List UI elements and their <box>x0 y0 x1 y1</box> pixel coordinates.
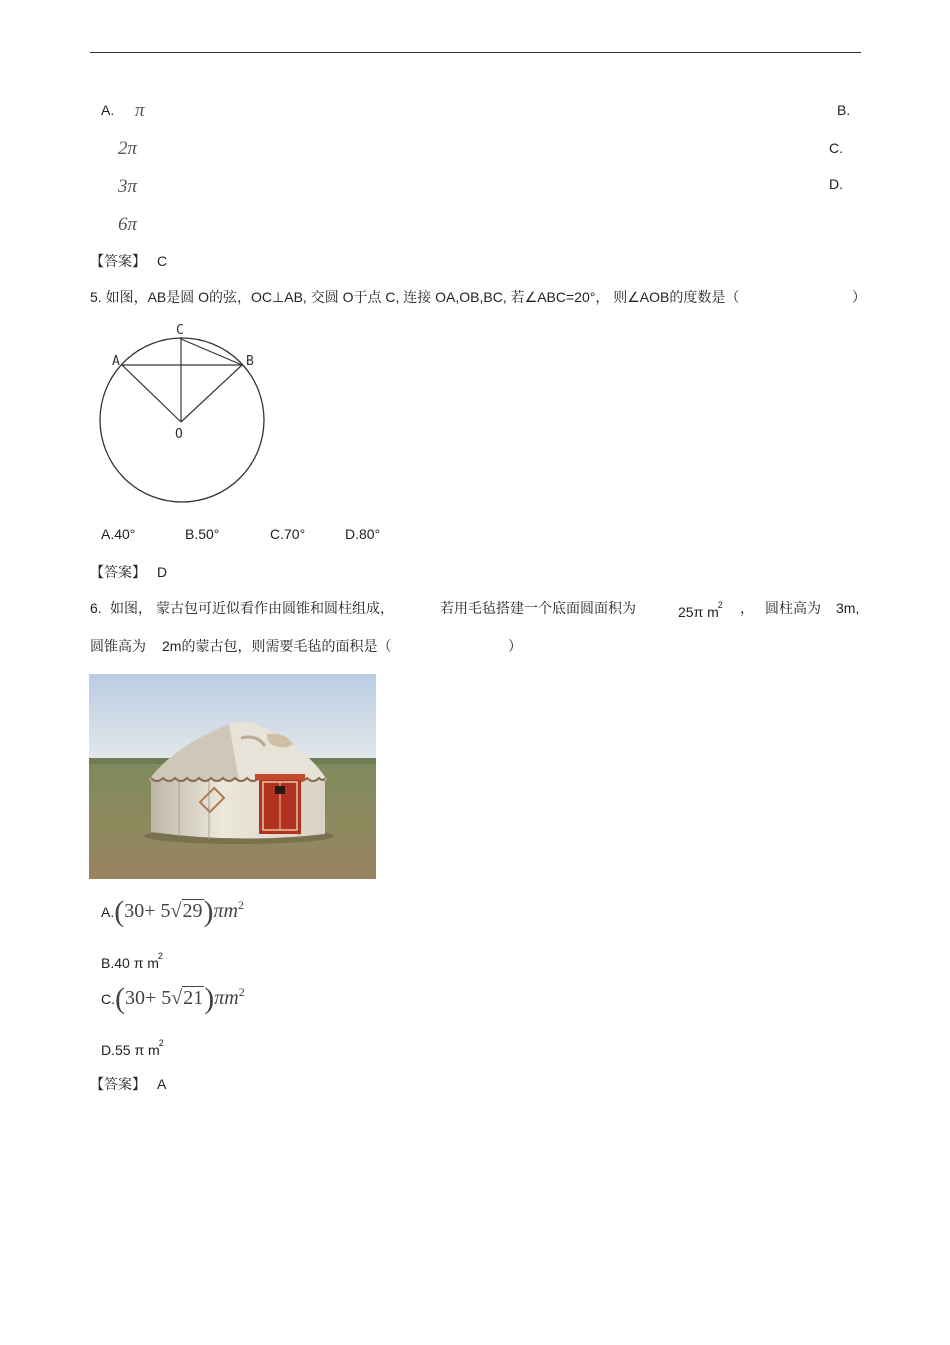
q4-option-a-label: A. <box>101 102 115 118</box>
q6-area-text: 25π m <box>678 604 719 620</box>
q6-line1-part: ， <box>740 600 754 616</box>
q5-stem-part: 连接 <box>403 289 432 305</box>
q6-line1-part: 蒙古包可近似看作由圆锥和圆柱组成， <box>156 600 394 616</box>
label-a: A <box>112 354 120 369</box>
q4-option-a-value: π <box>135 100 145 121</box>
q4-option-c-value: 3π <box>118 176 138 197</box>
q4-answer-label: 【答案】 <box>90 253 146 269</box>
q5-option-a: A.40° <box>101 526 136 542</box>
q5-stem-part: BC, <box>483 289 507 305</box>
q5-option-c: C.70° <box>270 526 306 542</box>
q6-option-d-sup: 2 <box>158 1038 164 1048</box>
q6-line1-part: 若用毛毡搭建一个底面圆面积为 <box>440 600 636 616</box>
q6-line1-part: 圆柱高为 <box>765 600 821 616</box>
q6-option-a-label: A. <box>101 904 115 920</box>
q5-option-d: D.80° <box>345 526 381 542</box>
label-o: O <box>175 427 183 442</box>
q5-stem <box>90 290 739 304</box>
q6-option-c-rparen: ) <box>204 982 215 1015</box>
q6-line2-part: 2m的蒙古包，则需要毛毡的面积是（ <box>162 638 392 654</box>
q6-option-a <box>101 897 244 927</box>
q4-option-c-label: C. <box>829 140 843 156</box>
q5-stem-part: C, <box>385 289 400 305</box>
segment-ob <box>181 365 242 422</box>
q5-number: 5. <box>90 289 102 305</box>
q6-option-a-rparen: ) <box>203 895 214 928</box>
q6-option-c-expr: $(30+ 5√21)\pi m^2$ <box>115 982 245 1015</box>
q4-answer-value: C <box>157 253 168 269</box>
q6-number: 6. <box>90 600 102 616</box>
q5-stem-part: AB是圆 <box>147 289 195 305</box>
circle-diagram <box>96 318 272 508</box>
q6-line2-part: ） <box>508 638 522 654</box>
label-c: C <box>176 323 184 338</box>
q5-answer-label: 【答案】 <box>90 564 146 580</box>
q5-stem-part: 如图， <box>105 289 148 305</box>
q6-option-d-text: D.55 π m <box>101 1042 160 1058</box>
q6-option-b <box>101 952 163 970</box>
q6-option-a-coef: 30+ 5 <box>124 900 171 922</box>
q6-option-a-expr: $(30+ 5√29)\pi m^2$ <box>114 895 244 928</box>
q5-stem-part: O于点 <box>342 289 382 305</box>
q4-option-d-label: D. <box>829 176 843 192</box>
q6-option-c-sup: 2 <box>238 985 245 999</box>
q6-option-a-unit: πm <box>213 900 238 922</box>
q5-stem-part: 交圆 <box>310 289 339 305</box>
q6-option-d <box>101 1039 164 1057</box>
q5-stem-part: 若∠ABC=20°， <box>510 289 610 305</box>
q4-option-b-label: B. <box>837 102 851 118</box>
circle-o <box>100 338 264 502</box>
q6-area-value <box>678 601 723 619</box>
label-b: B <box>246 354 254 369</box>
q6-option-c-label: C. <box>101 991 115 1007</box>
header-rule <box>90 52 861 53</box>
q6-option-c <box>101 984 245 1014</box>
q6-option-c-lparen: ( <box>115 982 125 1015</box>
q6-answer-label: 【答案】 <box>90 1076 146 1092</box>
q5-stem-part: OA, <box>435 289 460 305</box>
q6-line1-part: 如图， <box>110 600 152 616</box>
q4-option-b-value: 2π <box>118 138 138 159</box>
q6-option-a-radicand: 29 <box>182 900 203 922</box>
segment-oa <box>122 365 181 422</box>
q5-stem-part: O的弦， <box>198 289 252 305</box>
q5-stem-close-paren: ） <box>852 289 866 305</box>
q6-area-sup: 2 <box>717 600 723 610</box>
q6-option-a-sup: 2 <box>237 898 244 912</box>
q6-option-c-radicand: 21 <box>183 987 204 1009</box>
q5-answer-value: D <box>157 564 168 580</box>
q6-answer-value: A <box>157 1076 167 1092</box>
q6-option-c-coef: 30+ 5 <box>125 987 172 1009</box>
yurt-photo <box>89 674 376 879</box>
q5-stem-part: 则∠AOB的度数是（ <box>613 289 740 305</box>
q6-option-b-sup: 2 <box>157 951 163 961</box>
q4-option-d-value: 6π <box>118 214 138 235</box>
q5-stem-part: OC⊥AB, <box>251 289 307 305</box>
q6-line2-part: 圆锥高为 <box>90 638 146 654</box>
q6-option-c-unit: πm <box>214 987 239 1009</box>
q6-option-b-text: B.40 π m <box>101 955 159 971</box>
q5-option-b: B.50° <box>185 526 220 542</box>
q5-stem-part: OB, <box>459 289 484 305</box>
q6-line1-part: 3m, <box>836 600 860 616</box>
q6-option-a-lparen: ( <box>114 895 125 928</box>
